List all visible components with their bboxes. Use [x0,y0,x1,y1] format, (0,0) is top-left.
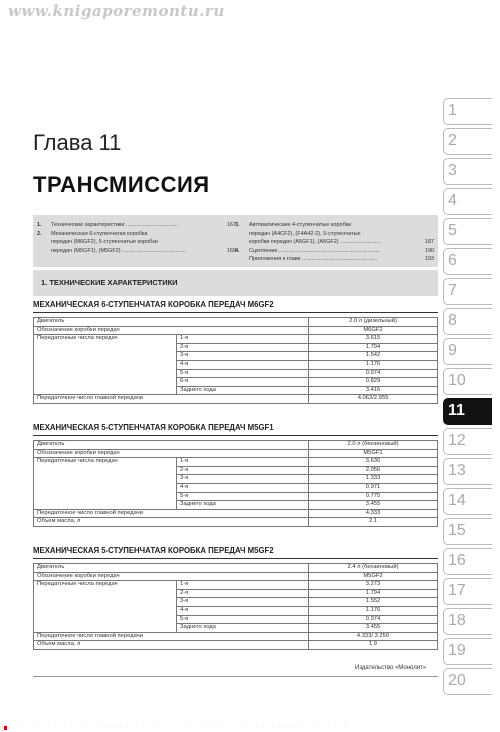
chapter-tab-number: 12 [448,432,466,449]
toc-item [249,238,434,247]
ratios-label: Передаточные числа передач [34,335,177,395]
chapter-tab-18 [443,608,492,635]
chapter-tab-17 [443,578,492,605]
gear-name: 3-я [177,352,309,361]
chapter-tab-13 [443,458,492,485]
chapter-tab-number: 6 [448,252,457,269]
chapter-tab-6 [443,248,492,275]
chapter-tab-number: 1 [448,102,457,119]
toc-item-page: 190 [424,247,434,254]
gear-ratio: 0.974 [309,369,438,378]
row-value: 4.063/2.955 [309,395,438,404]
chapter-tab-number: 16 [448,552,466,569]
gear-name: 1-я [177,458,309,467]
table-title-rule [33,435,438,436]
chapter-tab-2 [443,128,492,155]
chapter-tab-number: 4 [448,192,457,209]
gear-name: 6-я [177,378,309,387]
toc-item-text: Механическая 6-ступенчатая коробка [51,230,148,237]
toc-item-text: Сцепление .................................................................. [249,247,380,254]
table-of-contents [33,215,438,267]
gear-name: 2-я [177,589,309,598]
toc-item-number: 1. [37,222,42,228]
toc-item-text: передач (M6GF2), 5-ступенчатые коробки [51,239,158,245]
chapter-tab-7 [443,278,492,305]
toc-item-text: Приложения к главе ................................................. [249,256,378,262]
table-row [34,518,438,527]
table-row [34,641,438,650]
chapter-tab-number: 8 [448,312,457,329]
chapter-tab-10 [443,368,492,395]
gear-ratio: 1.333 [309,475,438,484]
watermark: www.knigaporemontu.ru [8,2,225,20]
row-value: M5GF2 [309,572,438,581]
row-label: Обозначение коробки передач [34,449,309,458]
toc-item [249,255,434,264]
chapter-tab-9 [443,338,492,365]
table-title: МЕХАНИЧЕСКАЯ 5-СТУПЕНЧАТАЯ КОРОБКА ПЕРЕДАЧ M5GF1 [33,423,274,432]
table-title-rule [33,558,438,559]
chapter-tab-number: 10 [448,372,466,389]
toc-item-number: 3. [235,222,240,228]
toc-item-page: 167 [226,222,236,228]
table-row [34,449,438,458]
toc-item-number: 2. [37,230,42,237]
footer-faded-text: · · · · · · · · · · · · · · · · · · · · · · · · · · · · · · · · · · · · · · · [0,724,349,730]
chapter-tab-15 [443,518,492,545]
section-heading: 1. ТЕХНИЧЕСКИЕ ХАРАКТЕРИСТИКИ [41,278,178,287]
table-row [34,441,438,450]
gear-name: 3-я [177,475,309,484]
row-value: 2.4 л (бензиновый) [309,564,438,573]
row-label: Объем масла, л [34,641,309,650]
row-value: 4.333/ 3.250 [309,632,438,641]
chapter-tab-number: 14 [448,492,466,509]
chapter-tab-19 [443,638,492,665]
gear-name: 4-я [177,360,309,369]
gear-ratio: 1.176 [309,360,438,369]
chapter-tab-number: 18 [448,612,466,629]
chapter-tab-number: 15 [448,522,466,539]
gear-ratio: 1.542 [309,352,438,361]
gear-ratio: 3.416 [309,386,438,395]
row-label: Передаточное число главной передачи [34,632,309,641]
gear-name: 4-я [177,483,309,492]
gear-name: 1-я [177,335,309,344]
gear-ratio: 3.273 [309,581,438,590]
chapter-tab-8 [443,308,492,335]
gear-name: 2-я [177,343,309,352]
toc-item-page: 187 [424,239,434,245]
toc-item-text: Автоматические 4-ступенчатые коробки [249,222,352,228]
row-label: Двигатель [34,564,309,573]
toc-item [235,247,434,256]
toc-item [249,230,434,239]
chapter-tab-14 [443,488,492,515]
chapter-heading: Глава 11 [33,130,122,155]
table-row [34,632,438,641]
gear-ratio: 0.775 [309,492,438,501]
chapter-tab-number: 20 [448,672,466,689]
table-row [34,326,438,335]
gear-ratio: 3.615 [309,335,438,344]
row-value: M6GF2 [309,326,438,335]
spec-table [33,317,438,404]
row-value: M5GF1 [309,449,438,458]
row-label: Обозначение коробки передач [34,326,309,335]
chapter-tab-11 [443,398,492,425]
chapter-tabs [443,98,500,698]
gear-name: 4-я [177,606,309,615]
chapter-tab-number: 11 [448,402,465,419]
gear-ratio: 1.176 [309,606,438,615]
gear-ratio: 1.552 [309,598,438,607]
toc-item-text: передач (A4CF2), (F4A42-2), 5-ступенчатые [249,230,361,237]
row-value: 2.1 [309,518,438,527]
chapter-tab-number: 19 [448,642,466,659]
table-title: МЕХАНИЧЕСКАЯ 5-СТУПЕНЧАТАЯ КОРОБКА ПЕРЕДАЧ M5GF2 [33,546,274,555]
chapter-tab-5 [443,218,492,245]
gear-name: Заднего хода [177,624,309,633]
toc-item-page: 169 [226,247,236,254]
toc-item [51,247,236,256]
gear-ratio: 3.455 [309,624,438,633]
toc-item-text: Технические характеристики .................................. [51,222,178,228]
chapter-tab-number: 5 [448,222,457,239]
gear-ratio: 0.829 [309,378,438,387]
table-row [34,335,438,344]
chapter-tab-12 [443,428,492,455]
toc-item-number: 4. [235,247,240,254]
toc-item [37,230,236,239]
section-heading-bar [33,270,438,296]
gear-ratio: 1.794 [309,343,438,352]
gear-name: 1-я [177,581,309,590]
gear-ratio: 0.971 [309,483,438,492]
toc-column-left [37,221,236,255]
gear-name: 5-я [177,615,309,624]
gear-name: 3-я [177,598,309,607]
table-row [34,458,438,467]
toc-item-page: 193 [424,256,434,262]
table-row [34,395,438,404]
gear-name: 2-я [177,466,309,475]
table-row [34,564,438,573]
table-row [34,318,438,327]
toc-item-text: коробки передач (A5GF1), (A5GF2) ........................... [249,239,382,245]
chapter-tab-number: 3 [448,162,457,179]
spec-table [33,440,438,527]
chapter-tab-number: 13 [448,462,466,479]
chapter-tab-16 [443,548,492,575]
toc-item [51,238,236,247]
gear-ratio: 2.056 [309,466,438,475]
table-title-rule [33,312,438,313]
gear-ratio: 0.974 [309,615,438,624]
toc-column-right [235,221,434,264]
chapter-tab-number: 2 [448,132,457,149]
footer-divider [33,676,438,677]
ratios-label: Передаточные числа передач [34,458,177,510]
ratios-label: Передаточные числа передач [34,581,177,633]
gear-name: Заднего хода [177,501,309,510]
gear-name: 5-я [177,492,309,501]
row-value: 1.9 [309,641,438,650]
chapter-tab-4 [443,188,492,215]
row-label: Передаточное число главной передачи [34,509,309,518]
chapter-tab-1 [443,98,492,125]
row-label: Двигатель [34,318,309,327]
row-label: Обозначение коробки передач [34,572,309,581]
table-title: МЕХАНИЧЕСКАЯ 6-СТУПЕНЧАТАЯ КОРОБКА ПЕРЕДАЧ M6GF2 [33,300,274,309]
gear-name: 5-я [177,369,309,378]
row-label: Двигатель [34,441,309,450]
chapter-tab-20 [443,668,492,695]
table-row [34,509,438,518]
row-label: Передаточное число главной передачи [34,395,309,404]
table-row [34,581,438,590]
row-value: 2.0 л (бензиновый) [309,441,438,450]
gear-ratio: 1.794 [309,589,438,598]
row-label: Объем масла, л [34,518,309,527]
toc-item-text: передач (M5GF1), (M5GF2) .......................................... [51,247,187,254]
publisher-label: Издательство «Монолит» [355,665,427,671]
page-title: ТРАНСМИССИЯ [33,172,210,197]
gear-ratio: 3.636 [309,458,438,467]
chapter-tab-number: 7 [448,282,457,299]
chapter-tab-number: 9 [448,342,457,359]
gear-name: Заднего хода [177,386,309,395]
toc-item [37,221,236,230]
row-value: 4.333 [309,509,438,518]
toc-item [235,221,434,230]
gear-ratio: 3.455 [309,501,438,510]
row-value: 2.0 л (дизельный) [309,318,438,327]
spec-table [33,563,438,650]
chapter-tab-3 [443,158,492,185]
table-row [34,572,438,581]
chapter-tab-number: 17 [448,582,466,599]
